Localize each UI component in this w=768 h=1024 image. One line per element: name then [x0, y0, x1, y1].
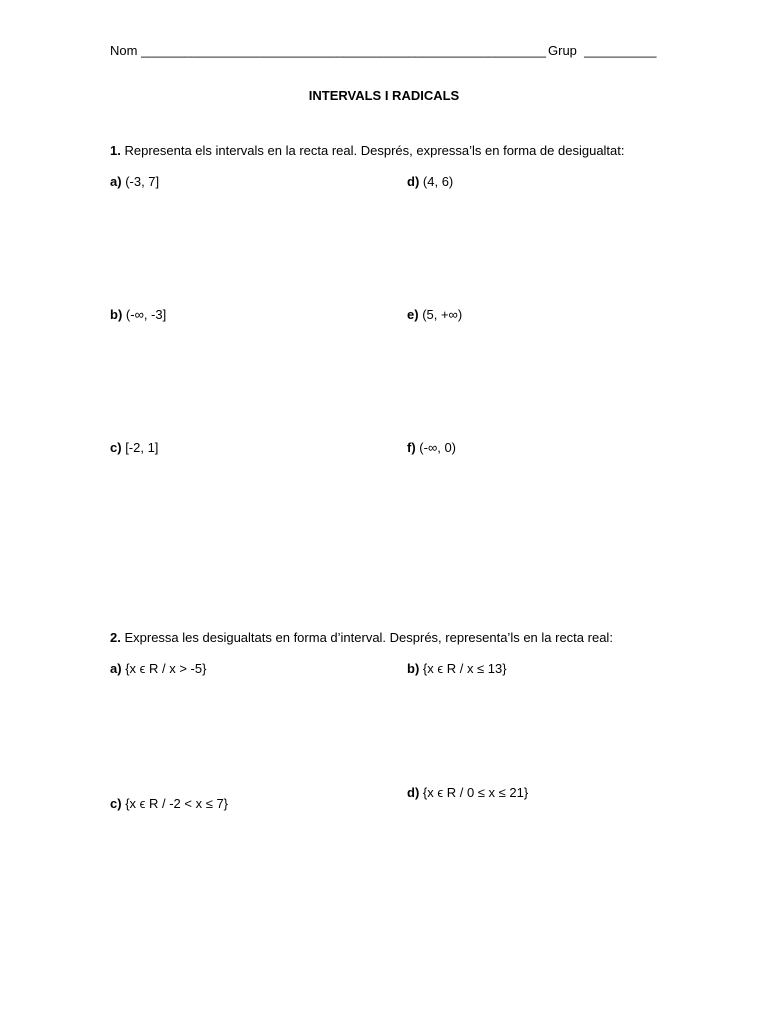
exercise-1-item-e: [407, 307, 462, 323]
exercise-1-item-c: [110, 440, 158, 456]
name-blank[interactable]: ________________________________________________________: [141, 43, 546, 58]
item-letter: e): [407, 307, 419, 322]
name-field-line: [110, 43, 546, 59]
name-label: Nom: [110, 43, 138, 58]
item-letter: c): [110, 440, 122, 455]
exercise-1-item-f: [407, 440, 456, 456]
exercise-2-item-a: [110, 661, 206, 677]
item-letter: a): [110, 174, 122, 189]
item-text: (4, 6): [422, 174, 454, 189]
item-text: (-∞, 0): [419, 440, 457, 455]
item-letter: f): [407, 440, 416, 455]
item-text: [-2, 1]: [125, 440, 159, 455]
item-text: (5, +∞): [422, 307, 463, 322]
group-label: Grup: [548, 43, 577, 58]
item-text: {x ϵ R / 0 ≤ x ≤ 21}: [422, 785, 529, 800]
exercise-1-item-b: [110, 307, 166, 323]
exercise-1-number: 1.: [110, 143, 121, 158]
item-text: (-∞, -3]: [125, 307, 167, 322]
item-text: (-3, 7]: [125, 174, 160, 189]
item-text: {x ϵ R / x > -5}: [125, 661, 207, 676]
exercise-1-text: Representa els intervals en la recta real. Després, expressa’ls en forma de desigualtat:: [124, 143, 625, 158]
exercise-2-number: 2.: [110, 630, 121, 645]
exercise-2-item-b: [407, 661, 507, 677]
item-letter: a): [110, 661, 122, 676]
group-field-line: [548, 43, 656, 59]
exercise-2-text: Expressa les desigualtats en forma d’interval. Després, representa’ls en la recta real:: [124, 630, 613, 645]
exercise-2-item-d: [407, 785, 528, 801]
exercise-2-instruction: [110, 630, 613, 646]
item-letter: b): [110, 307, 123, 322]
item-text: {x ϵ R / -2 < x ≤ 7}: [125, 796, 229, 811]
item-letter: b): [407, 661, 420, 676]
item-letter: d): [407, 785, 420, 800]
exercise-1-item-d: [407, 174, 453, 190]
item-text: {x ϵ R / x ≤ 13}: [422, 661, 507, 676]
group-blank[interactable]: __________: [584, 43, 657, 58]
item-letter: c): [110, 796, 122, 811]
exercise-1-item-a: [110, 174, 159, 190]
page-title: INTERVALS I RADICALS: [308, 88, 460, 103]
item-letter: d): [407, 174, 420, 189]
exercise-2-item-c: [110, 796, 228, 812]
exercise-1-instruction: [110, 143, 625, 159]
